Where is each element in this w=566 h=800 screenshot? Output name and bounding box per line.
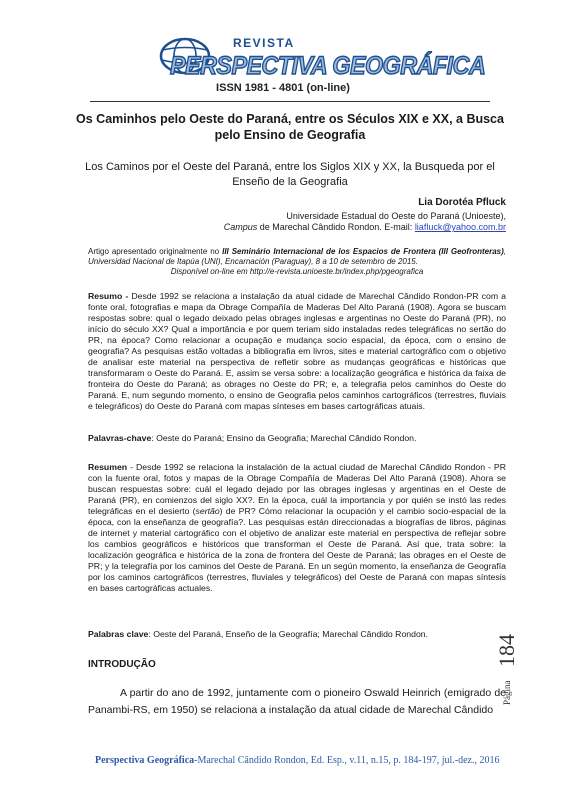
article-note [88, 247, 506, 277]
article-title-pt: Os Caminhos pelo Oeste do Paraná, entre os Séculos XIX e XX, a Busca pelo Ensino de Geografia [76, 112, 504, 142]
header-divider [90, 101, 490, 102]
journal-footer [95, 755, 515, 766]
section-heading-introducao: INTRODUÇÃO [88, 659, 156, 670]
article-title-es: Los Caminos por el Oeste del Paraná, entre los Siglos XIX y XX, la Busqueda por el Enseño de la Geografia [85, 161, 495, 188]
abstract-es-text-2: ) de PR? Cómo relacionar la ocupación y el cambio socio-espacial de la época, con la enseñanza de geografía?. Las pesquisas están direccionadas a biografías de libros, páginas de internet y material cartográfico con el objetivo de analizar este material en perspectiva de reflejar sobre los cambios geográficos e históricos que transforman el Oeste de Paraná. Así que, trata sobre: la localización geográfica e histórica de la zona de frontera del Oeste de Paraná; las obrages en el Oeste de PR; y la telegrafía por los caminos del Oeste de Paraná. En un según momento, la enseñanza de Geografía por los caminos cartográficos (terrestres, fluviales y telegráficos) del Oeste de Paraná con mapas síntesis en bases cartográficas actuales. [88, 506, 506, 593]
author-affiliation: Universidade Estadual do Oeste do Paraná (Unioeste), [286, 211, 506, 221]
abstract-es-italic: sertão [195, 506, 220, 516]
note-event: III Seminário Internacional de los Espacios de Frontera (III Geofronteras) [222, 247, 504, 256]
abstract-es [88, 462, 506, 594]
abstract-es-label: Resumen [88, 462, 128, 472]
issn: ISSN 1981 - 4801 (on-line) [216, 82, 350, 94]
footer-citation: -Marechal Cândido Rondon, Ed. Esp., v.11, n.15, p. 184-197, jul.-dez., 2016 [194, 755, 500, 766]
intro-paragraph: A partir do ano de 1992, juntamente com o pioneiro Oswald Heinrich (emigrado de Panambi-RS, em 1950) se relaciona a instalação da atual cidade de Marechal Cândido [88, 687, 506, 716]
note-prefix: Artigo apresentado originalmente no [88, 247, 223, 256]
footer-journal: Perspectiva Geográfica [95, 755, 195, 766]
page-number-badge [492, 605, 532, 725]
keywords-pt-label: Palavras-chave [88, 433, 152, 443]
logo-revista-text: REVISTA [233, 36, 295, 50]
author-email-link[interactable]: liafluck@yahoo.com.br [414, 222, 506, 232]
keywords-es-text: : Oeste del Paraná, Enseño de la Geografía; Marechal Cândido Rondon. [148, 629, 429, 639]
author-campus [224, 221, 506, 233]
keywords-pt [88, 433, 506, 444]
campus-label: Campus [223, 222, 258, 232]
keywords-es [88, 629, 506, 640]
keywords-es-label: Palabras clave [88, 629, 149, 639]
logo-title-text: PERSPECTIVA GEOGRÁFICA [170, 52, 486, 80]
page-number: 184 [494, 634, 519, 667]
note-online: Disponível on-line em http://e-revista.unioeste.br/index.php/pgeografica [170, 267, 424, 276]
campus-text: de Marechal Cândido Rondon. E-mail: [257, 222, 415, 232]
page-label: Página [502, 680, 512, 705]
abstract-pt-label: Resumo - [88, 291, 132, 301]
abstract-es-text-1: - Desde 1992 se relaciona la instalación de la actual ciudad de Marechal Cândido Rondon - PR con la fuente oral, fotos y mapas de la Obrage Compañía de Maderas Del Alto Paraná (1908). Ahora se buscan respuestas sobre: cuál el legado dejado por las obrages inglesas y argentinas en el Oeste de Paraná (PR), en comienzos del siglo XX?. En la época, cuál la importancia y por quién se instó las redes telegráficas en el desierto ( [88, 462, 506, 516]
keywords-pt-text: : Oeste do Paraná; Ensino da Geografia; Marechal Cândido Rondon. [151, 433, 417, 443]
note-details: , Universidad Nacional de Itapúa (UNI), Encarnación (Paraguay), 8 a 10 de setembro de 2015. [88, 247, 506, 266]
abstract-pt-text: Desde 1992 se relaciona a instalação da atual cidade de Marechal Cândido Rondon-PR com a fonte oral, fotografias e mapa da Obrage Compañía de Maderas Del Alto Paraná (1908). Agora se buscam respostas sobre: qual o legado deixado pelas obrages inglesas e argentinas no Oeste do Paraná (PR), no início do século XX? Qual a importância e por quem teriam sido instaladas redes telegráficas no sertão do PR, na época? Como relacionar a ocupação e mudança socio espacial, da época, com o ensino de geografia? As pesquisas estão voltadas a bibliografia em livros, sites e material cartográfico com o objetivo de analisar este material na perspectiva de refletir sobre as mudanças geográficas e históricas que transformaram o Oeste do Paraná. E, assim se versa sobre: a localização geográfica e histórica da faixa de fronteira do Oeste do Paraná; as obrages no Oeste do PR; e, a telegrafia pelos caminhos do Oeste do Paraná. E, num segundo momento, o ensino de Geografia pelos caminhos cartográficos (terrestres, fluviais e telegráficos) do Oeste do Paraná com mapas sínteses em bases cartográficas atuais. [88, 291, 506, 411]
abstract-pt [88, 291, 506, 412]
author-name: Lia Dorotéa Pfluck [418, 197, 506, 208]
